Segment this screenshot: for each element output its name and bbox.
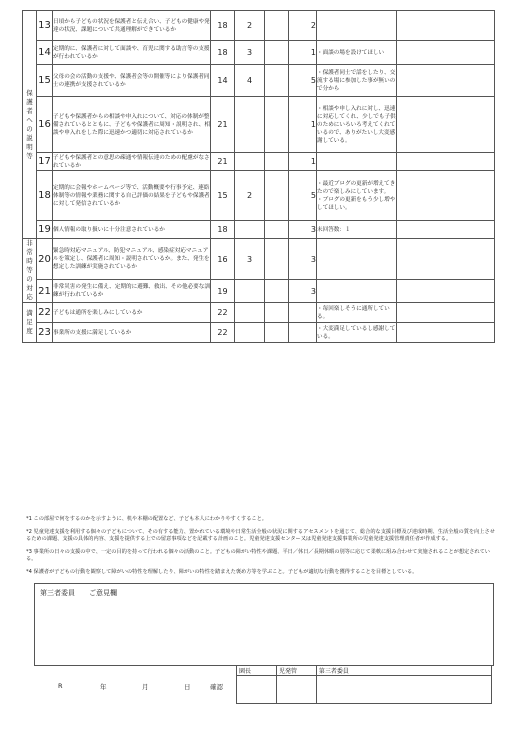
answer-neutral-count: 3 <box>235 41 265 65</box>
third-party-opinion-box[interactable] <box>34 583 494 666</box>
footnote: *3 事業所の日々の支援の中で、一定の目的を持って行われる個々の活動のこと。子どもの障がい特性や課題、平日／休日／長期休暇の別等に応じて柔軟に組み合わせて実施されることが想定されている。 <box>26 548 490 563</box>
category-label: 非 常 時 等 の 対 応 <box>23 239 37 303</box>
question-number: 20 <box>37 239 53 280</box>
stamp-header-committee: 第三者委員 <box>316 666 491 676</box>
answer-yes-count: 18 <box>211 41 235 65</box>
stamp-header-manager: 児発管 <box>276 666 316 676</box>
comment-text: ・大変満足しているし感謝している。 <box>317 323 397 343</box>
evaluation-table-section <box>22 10 494 343</box>
answer-unknown-count <box>289 303 317 323</box>
question-number: 15 <box>37 65 53 97</box>
comment-text: ・面談の場を設けてほしい <box>317 41 397 65</box>
answer-neutral-count <box>235 153 265 171</box>
question-text: 個人情報の取り扱いに十分注意されているか <box>53 221 211 239</box>
answer-unknown-count: 3 <box>289 239 317 280</box>
answer-yes-count: 15 <box>211 171 235 221</box>
question-text: 非常災害の発生に備え、定期的に避難、救出、その他必要な訓練が行われているか <box>53 280 211 303</box>
table-row <box>23 97 495 153</box>
question-number: 23 <box>37 323 53 343</box>
question-number: 14 <box>37 41 53 65</box>
answer-no-count <box>265 41 289 65</box>
question-number: 18 <box>37 171 53 221</box>
comment-text: 未回答数：１ <box>317 221 397 239</box>
comment-text: ・毎回楽しそうに通所している。 <box>317 303 397 323</box>
answer-unknown-count: 5 <box>289 171 317 221</box>
answer-unknown-count: 1 <box>289 153 317 171</box>
extra-column <box>397 280 495 303</box>
table-row <box>23 171 495 221</box>
question-text: 子どもは通所を楽しみにしているか <box>53 303 211 323</box>
extra-column <box>397 221 495 239</box>
answer-neutral-count <box>235 323 265 343</box>
table-row <box>23 65 495 97</box>
comment-text: ・相談や申し入れに対し、迅速に対応してくれ、少しでも子供のためにいろいろ考えてくれているので、ありがたいし大変感謝している。 <box>317 97 397 153</box>
answer-no-count <box>265 153 289 171</box>
question-number: 16 <box>37 97 53 153</box>
question-number: 17 <box>37 153 53 171</box>
table-row <box>23 303 495 323</box>
comment-text: ・保護者同士で話をしたり、交流する場に参加した事が無いので分から <box>317 65 397 97</box>
answer-no-count <box>265 303 289 323</box>
question-text: 定期的に、保護者に対して面談や、育児に関する助言等の支援が行われているか <box>53 41 211 65</box>
signature-area <box>34 665 492 703</box>
footnote: *4 保護者が子どもの行動を観察して障がいの特性を理解したり、障がいの特性を踏まえた褒め方等を学ぶこと。子どもが適切な行動を獲得することを目標としている。 <box>26 568 418 575</box>
question-text: 事業所の支援に満足しているか <box>53 323 211 343</box>
question-text: 定期的に会報やホームページ等で、活動概要や行事予定、連絡体制等の情報や業務に関する自己評価の結果を子どもや保護者に対して発信されているか <box>53 171 211 221</box>
answer-neutral-count <box>235 303 265 323</box>
answer-neutral-count: 4 <box>235 65 265 97</box>
comment-text <box>317 280 397 303</box>
stamp-box-committee[interactable] <box>316 676 491 704</box>
question-number: 19 <box>37 221 53 239</box>
table-row <box>23 323 495 343</box>
question-number: 22 <box>37 303 53 323</box>
answer-yes-count: 16 <box>211 239 235 280</box>
question-text: 子どもや保護者からの相談や申入れについて、対応の体制が整備されているとともに、子どもや保護者に周知・説明され、相談や申入れをした際に迅速かつ適切に対応されているか <box>53 97 211 153</box>
table-row <box>23 11 495 41</box>
extra-column <box>397 65 495 97</box>
answer-neutral-count <box>235 280 265 303</box>
extra-column <box>397 323 495 343</box>
year-label: 年 <box>100 683 107 691</box>
answer-no-count <box>265 65 289 97</box>
table-row <box>23 280 495 303</box>
answer-unknown-count: 5 <box>289 65 317 97</box>
comment-text <box>317 11 397 41</box>
question-number: 21 <box>37 280 53 303</box>
answer-yes-count: 21 <box>211 97 235 153</box>
answer-yes-count: 18 <box>211 221 235 239</box>
answer-neutral-count: 3 <box>235 239 265 280</box>
answer-yes-count: 21 <box>211 153 235 171</box>
question-text: 子どもや保護者との意思の疎通や情報伝達のための配慮がなされているか <box>53 154 210 169</box>
month-label: 月 <box>142 683 149 691</box>
answer-no-count <box>265 221 289 239</box>
answer-unknown-count: 1 <box>289 97 317 153</box>
comment-text <box>317 239 397 280</box>
question-text: 父母の会の活動の支援や、保護者会等の開催等により保護者同士の連携が支援されているか <box>53 65 211 97</box>
answer-no-count <box>265 239 289 280</box>
answer-no-count <box>265 97 289 153</box>
footnote: *2 児童発達支援を利用する個々の子どもについて、その有する能力、置かれている環境や日常生活全般の状況に関するアセスメントを通じて、総合的な支援目標及び達成時期、生活全般の質を向上させるための課題、支援の具体的内容、支援を提供する上での留意事項などを記載する計画のこと。児童発達支援センター又は児童発達支援事業所の児童発達支援管理責任者が作成する。 <box>26 528 495 543</box>
answer-yes-count: 22 <box>211 323 235 343</box>
answer-no-count <box>265 280 289 303</box>
extra-column <box>397 171 495 221</box>
answer-neutral-count: 2 <box>235 11 265 41</box>
answer-unknown-count <box>289 323 317 343</box>
question-text: 緊急時対応マニュアル、防犯マニュアル、感染症対応マニュアルを策定し、保護者に周知・説明されているか。また、発生を想定した訓練が実施されているか <box>53 239 211 280</box>
question-number: 13 <box>37 11 53 41</box>
category-label: 保 護 者 へ の 説 明 等 <box>23 11 37 239</box>
day-label: 日 <box>184 683 191 691</box>
answer-unknown-count: 3 <box>289 280 317 303</box>
answer-no-count <box>265 171 289 221</box>
comment-text: ・最近ブログの更新が増えてきたので楽しみにしています。 ・ブログの更新をもう少し増やしてほしい。 <box>317 171 397 221</box>
category-label: 満 足 度 <box>23 303 37 343</box>
stamp-table <box>236 665 492 704</box>
stamp-box-director[interactable] <box>237 676 277 704</box>
answer-yes-count: 19 <box>211 280 235 303</box>
era-label: R <box>58 682 63 690</box>
extra-column <box>397 41 495 65</box>
question-text: 日頃から子どもの状況を保護者と伝え合い、子どもの健康や発達の状況、課題について共通理解ができているか <box>53 11 211 41</box>
extra-column <box>397 97 495 153</box>
opinion-label: 第三者委員 ご意見欄 <box>40 589 117 597</box>
comment-text <box>317 153 397 171</box>
extra-column <box>397 239 495 280</box>
stamp-header-director: 園長 <box>237 666 277 676</box>
answer-neutral-count <box>235 97 265 153</box>
table-row <box>23 239 495 280</box>
extra-column <box>397 11 495 41</box>
answer-unknown-count: 1 <box>289 41 317 65</box>
answer-neutral-count <box>235 221 265 239</box>
evaluation-table <box>22 10 495 343</box>
extra-column <box>397 153 495 171</box>
extra-column <box>397 303 495 323</box>
table-row <box>23 153 495 171</box>
table-row <box>23 41 495 65</box>
confirmation-date <box>34 672 236 698</box>
answer-yes-count: 14 <box>211 65 235 97</box>
footnotes <box>26 516 496 582</box>
table-row <box>23 221 495 239</box>
stamp-box-manager[interactable] <box>276 676 316 704</box>
footnote: *1 この部屋で何をするのかを示すように、机や本棚の配置など、子ども本人にわかりやすくすること。 <box>26 516 267 522</box>
answer-yes-count: 18 <box>211 11 235 41</box>
answer-yes-count: 22 <box>211 303 235 323</box>
answer-unknown-count: 2 <box>289 11 317 41</box>
answer-no-count <box>265 323 289 343</box>
answer-no-count <box>265 11 289 41</box>
answer-neutral-count: 2 <box>235 171 265 221</box>
answer-unknown-count: 3 <box>289 221 317 239</box>
confirm-label: 確認 <box>210 683 223 691</box>
